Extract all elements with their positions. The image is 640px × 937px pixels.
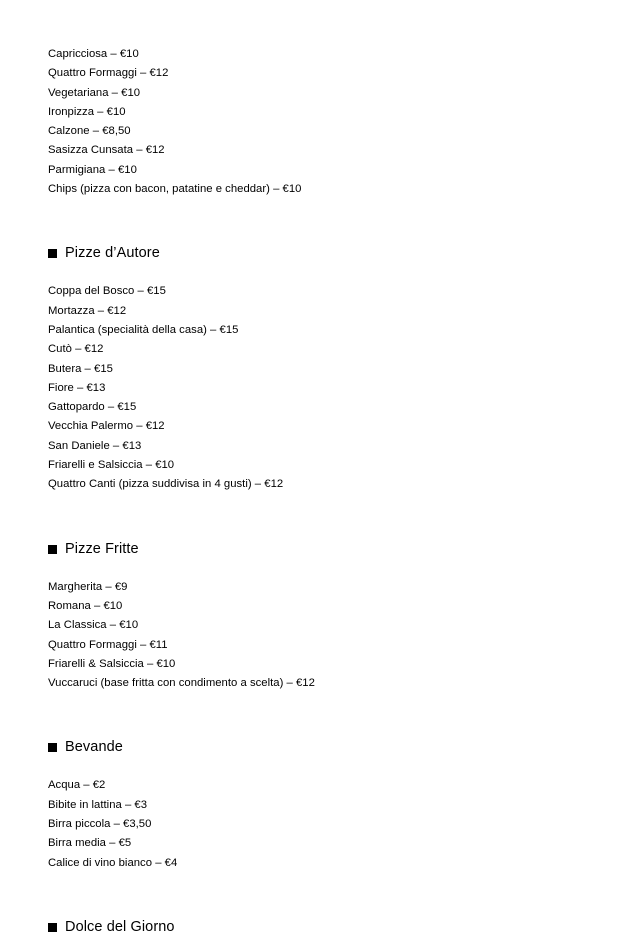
menu-item: Friarelli & Salsiccia – €10 xyxy=(48,657,176,670)
menu-item: Chips (pizza con bacon, patatine e cheddar) – €10 xyxy=(48,183,302,196)
section-heading-label: Dolce del Giorno xyxy=(65,918,175,935)
menu-section xyxy=(48,918,600,937)
menu-item: Vecchia Palermo – €12 xyxy=(48,420,165,433)
menu-section xyxy=(48,540,600,694)
section-heading xyxy=(48,244,600,263)
menu-item: Capricciosa – €10 xyxy=(48,48,139,60)
menu-item: Vuccaruci (base fritta con condimento a scelta) – €12 xyxy=(48,677,315,690)
menu-item: Parmigiana – €10 xyxy=(48,163,137,176)
menu-item: Fiore – €13 xyxy=(48,381,106,394)
section-heading-label: Bevande xyxy=(65,739,123,756)
section-heading xyxy=(48,738,600,757)
section-heading xyxy=(48,918,600,937)
menu-item-list xyxy=(48,578,600,694)
menu-item: Ironpizza – €10 xyxy=(48,105,126,118)
square-bullet-icon xyxy=(48,923,57,932)
menu-item: Gattopardo – €15 xyxy=(48,401,137,414)
menu-item: Butera – €15 xyxy=(48,362,113,375)
menu-item: Quattro Canti (pizza suddivisa in 4 gusti) – €12 xyxy=(48,478,284,491)
menu-item: Friarelli e Salsiccia – €10 xyxy=(48,459,175,472)
menu-item: San Daniele – €13 xyxy=(48,439,142,452)
menu-item: Mortazza – €12 xyxy=(48,304,127,317)
menu-item: Sasizza Cunsata – €12 xyxy=(48,144,165,157)
menu-section xyxy=(48,45,600,199)
menu-item-list xyxy=(48,282,600,494)
menu-item: Quattro Formaggi – €12 xyxy=(48,67,169,80)
menu-item: Quattro Formaggi – €11 xyxy=(48,638,168,651)
menu-item-list xyxy=(48,45,600,199)
menu-item: Margherita – €9 xyxy=(48,580,128,593)
section-heading xyxy=(48,540,600,559)
section-heading-label: Pizze Fritte xyxy=(65,540,139,557)
menu-item: Calice di vino bianco – €4 xyxy=(48,856,178,869)
menu-section xyxy=(48,244,600,494)
square-bullet-icon xyxy=(48,249,57,258)
square-bullet-icon xyxy=(48,743,57,752)
menu-item: Palantica (specialità della casa) – €15 xyxy=(48,323,239,336)
square-bullet-icon xyxy=(48,545,57,554)
menu-item: Acqua – €2 xyxy=(48,779,106,792)
menu-item: Birra piccola – €3,50 xyxy=(48,818,152,831)
menu-item: Bibite in lattina – €3 xyxy=(48,798,148,811)
menu-item: La Classica – €10 xyxy=(48,619,139,632)
section-heading-label: Pizze d’Autore xyxy=(65,245,160,262)
menu-section xyxy=(48,738,600,872)
menu-item: Calzone – €8,50 xyxy=(48,125,131,138)
menu-item: Vegetariana – €10 xyxy=(48,86,141,99)
menu-sections-container xyxy=(48,45,600,937)
menu-item: Birra media – €5 xyxy=(48,837,132,850)
menu-item: Cutò – €12 xyxy=(48,343,104,356)
menu-item: Romana – €10 xyxy=(48,599,123,612)
menu-item: Coppa del Bosco – €15 xyxy=(48,285,166,298)
menu-item-list xyxy=(48,776,600,872)
